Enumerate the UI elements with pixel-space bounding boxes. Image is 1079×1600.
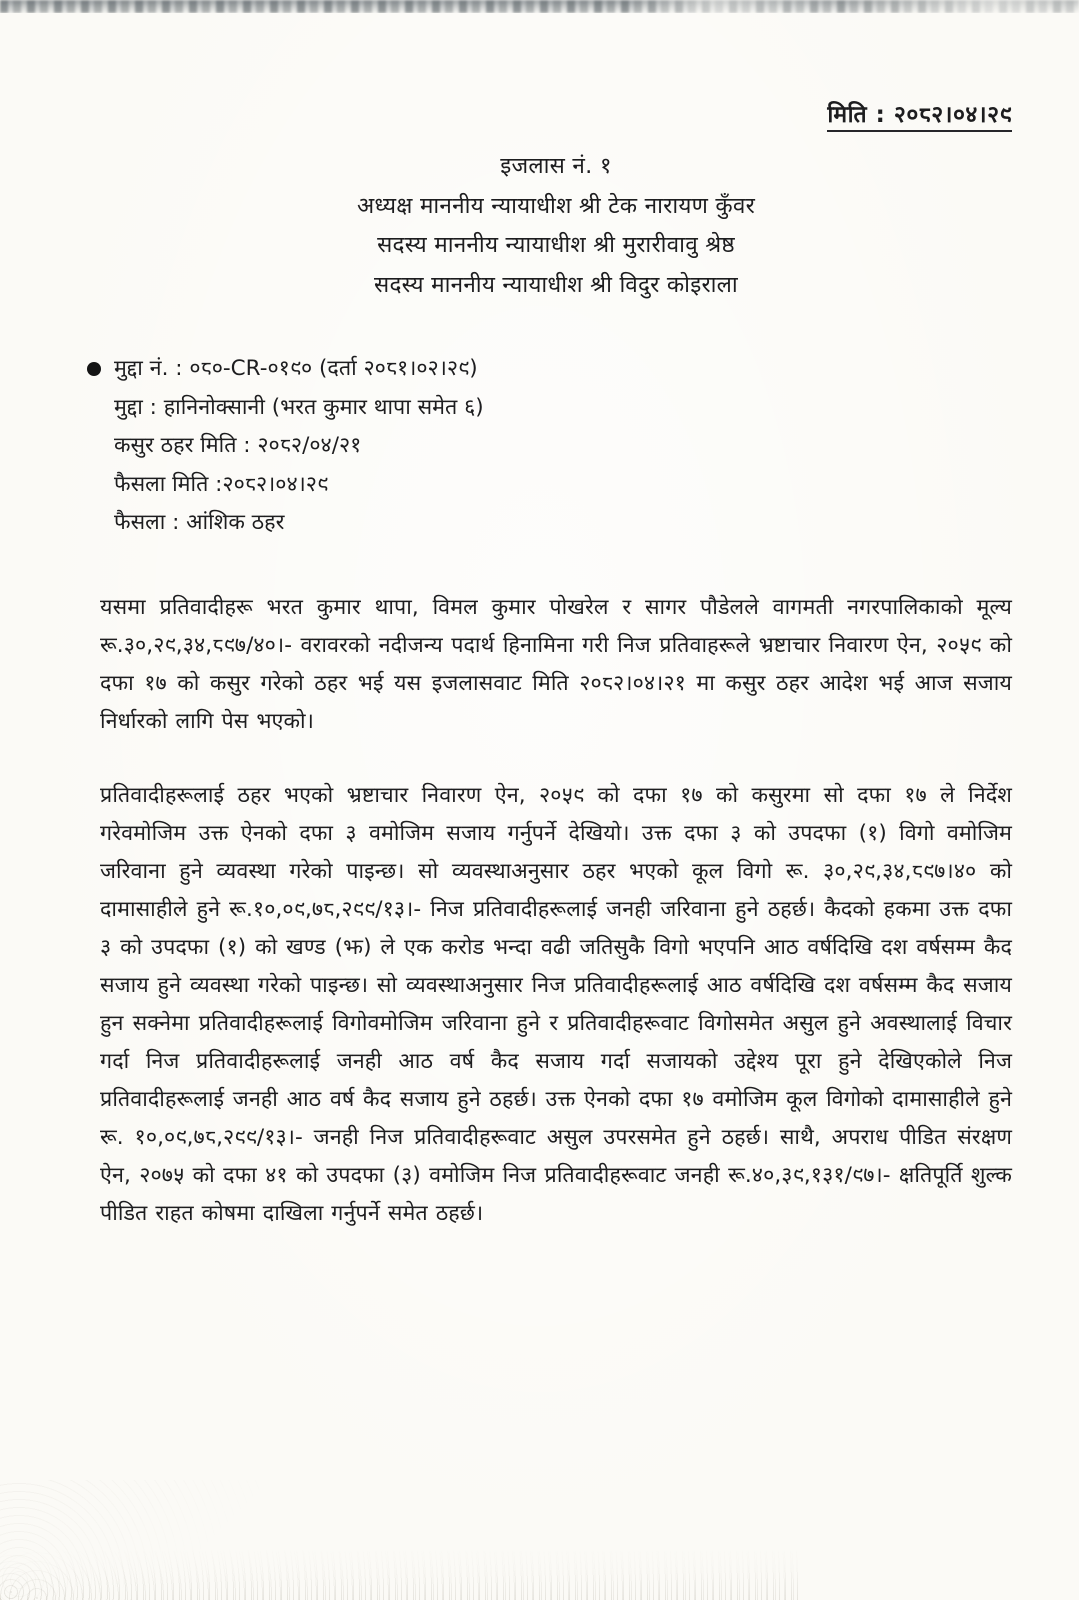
conviction-date: कसुर ठहर मिति : २०८२/०४/२१ bbox=[114, 433, 362, 458]
conviction-date-line bbox=[114, 427, 1012, 466]
verdict-result: फैसला : आंशिक ठहर bbox=[114, 510, 285, 535]
date-row bbox=[100, 0, 1012, 132]
judge-member-1: सदस्य माननीय न्यायाधीश श्री मुरारीवावु श्रेष्ठ bbox=[377, 232, 735, 258]
order-paragraph-1: यसमा प्रतिवादीहरू भरत कुमार थापा, विमल कुमार पोखरेल र सागर पौडेलले वागमती नगरपालिकाको मूल्य रू.३०,२९,३४,८९७/४०।- वरावरको नदीजन्य पदार्थ हिनामिना गरी निज प्रतिवाहरूले भ्रष्टाचार निवारण ऐन, २०५९ को दफा १७ को कसुर गरेको ठहर भई यस इजलासवाट मिति २०८२।०४।२१ मा कसुर ठहर आदेश भई आज सजाय निर्धारको लागि पेस भएको। bbox=[100, 594, 1012, 734]
case-title-line bbox=[114, 389, 1012, 428]
case-details bbox=[114, 350, 1012, 543]
decision-date: मिति : २०८२।०४।२९ bbox=[827, 102, 1012, 132]
case-title: मुद्दा : हानिनोक्सानी (भरत कुमार थापा समेत ६) bbox=[114, 394, 484, 420]
bench-number: इजलास नं. १ bbox=[500, 153, 612, 179]
judge-chairman: अध्यक्ष माननीय न्यायाधीश श्री टेक नारायण कुँवर bbox=[356, 192, 756, 219]
judge-member-2: सदस्य माननीय न्यायाधीश श्री विदुर कोइराला bbox=[374, 271, 738, 298]
verdict-result-line bbox=[114, 504, 1012, 543]
verdict-date-line bbox=[114, 466, 1012, 505]
scan-artifact-bottom-left bbox=[0, 1480, 260, 1600]
bullet-icon bbox=[87, 362, 101, 376]
bench-header bbox=[100, 147, 1012, 305]
verdict-date: फैसला मिति :२०८२।०४।२९ bbox=[114, 471, 329, 497]
case-number-line bbox=[114, 350, 1012, 389]
scan-artifact-top bbox=[0, 0, 1079, 13]
case-number: मुद्दा नं. : ०८०-CR-०१९० (दर्ता २०८१।०२।२९) bbox=[114, 356, 478, 381]
order-paragraph-2: प्रतिवादीहरूलाई ठहर भएको भ्रष्टाचार निवारण ऐन, २०५९ को दफा १७ को कसुरमा सो दफा १७ ले निर्देश गरेवमोजिम उक्त ऐनको दफा ३ वमोजिम सजाय गर्नुपर्ने देखियो। उक्त दफा ३ को उपदफा (१) विगो वमोजिम जरिवाना हुने व्यवस्था गरेको पाइन्छ। सो व्यवस्थाअनुसार ठहर भएको कूल विगो रू. ३०,२९,३४,८९७।४० को दामासाहीले हुने रू.१०,०९,७८,२९९/१३।- निज प्रतिवादीहरूलाई जनही जरिवाना हुने ठहर्छ। कैदको हकमा उक्त दफा ३ को उपदफा (१) को खण्ड (झ) ले एक करोड भन्दा वढी जतिसुकै विगो भएपनि आठ वर्षदिखि दश वर्षसम्म कैद सजाय हुने व्यवस्था गरेको पाइन्छ। सो व्यवस्थाअनुसार निज प्रतिवादीहरूलाई आठ वर्षदिखि दश वर्षसम्म कैद सजाय हुन सक्नेमा प्रतिवादीहरूलाई विगोवमोजिम जरिवाना हुने र प्रतिवादीहरूवाट विगोसमेत असुल हुने अवस्थालाई विचार गर्दा निज प्रतिवादीहरूलाई जनही आठ वर्ष कैद सजाय गर्दा सजायको उद्देश्य पूरा हुने देखिएकोले निज प्रतिवादीहरूलाई जनही आठ वर्ष कैद सजाय हुने ठहर्छ। उक्त ऐनको दफा १७ वमोजिम कूल विगोको दामासाहीले हुने रू. १०,०९,७८,२९९/१३।- जनही निज प्रतिवादीहरूवाट असुल उपरसमेत हुने ठहर्छ। साथै, अपराध पीडित संरक्षण ऐन, २०७५ को दफा ४१ को उपदफा (३) वमोजिम निज प्रतिवादीहरूवाट जनही रू.४०,३९,१३१/९७।- क्षतिपूर्ति शुल्क पीडित राहत कोषमा दाखिला गर्नुपर्ने समेत ठहर्छ। bbox=[100, 782, 1012, 1226]
